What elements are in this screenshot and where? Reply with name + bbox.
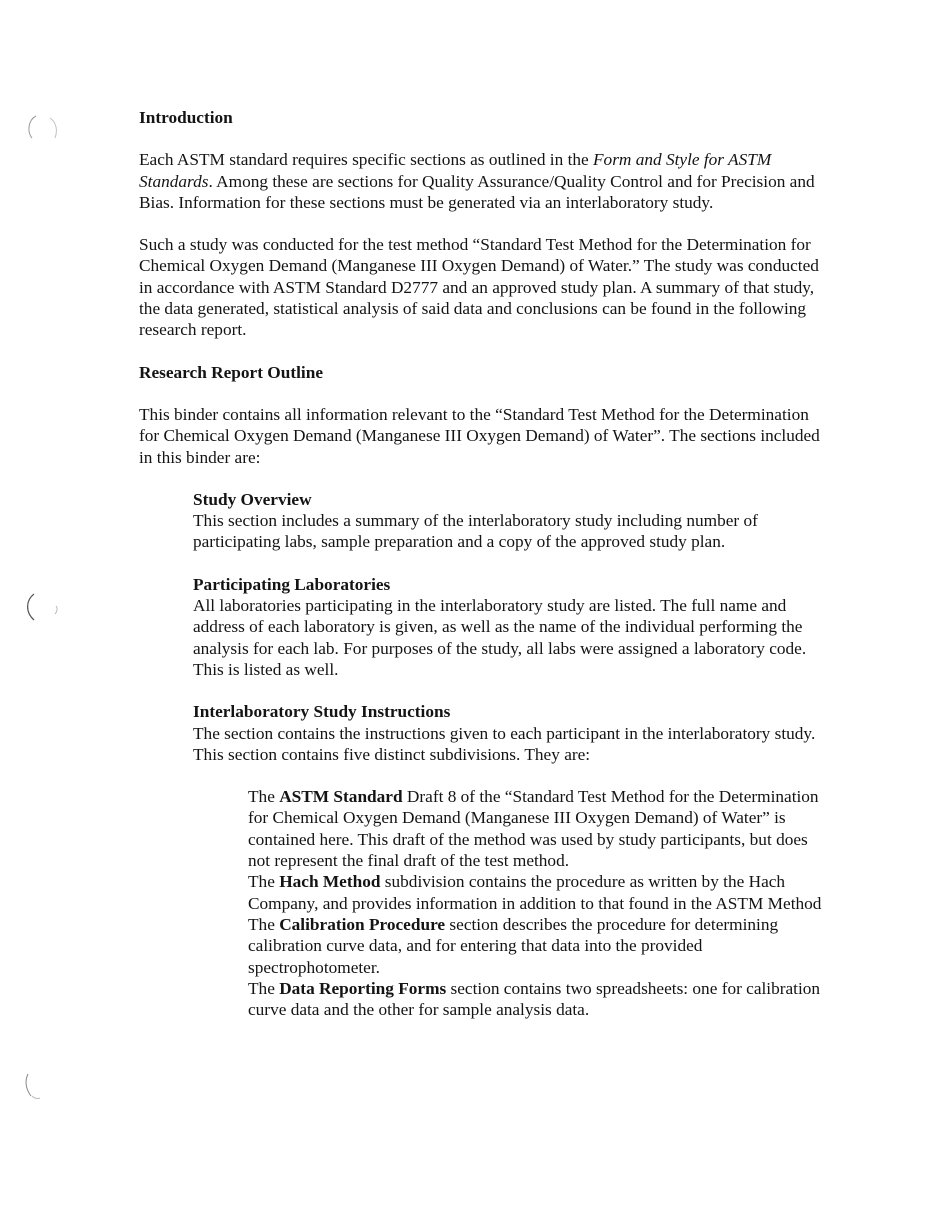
study-instructions-text: The section contains the instructions given to each participant in the interlaboratory study. This section contains five distinct subdivisions. They are: <box>193 723 816 764</box>
subdivision-calibration-procedure: The Calibration Procedure section describes the procedure for determining calibration curve data, and for entering that data into the provided spectrophotometer. <box>248 914 779 977</box>
participating-laboratories-section <box>193 574 829 680</box>
research-report-outline-heading: Research Report Outline <box>139 362 323 382</box>
introduction-paragraph-1: Each ASTM standard requires specific sections as outlined in the Form and Style for ASTM Standards. Among these are sections for Quality Assurance/Quality Control and for Precision and Bias. Information for these sections must be generated via an interlaboratory study. <box>139 150 815 212</box>
punch-hole-mark-middle <box>22 588 62 628</box>
outline-paragraph: This binder contains all information relevant to the “Standard Test Method for the Determination for Chemical Oxygen Demand (Manganese III Oxygen Demand) of Water”. The sections included in this binder are: <box>139 404 820 467</box>
study-instructions-heading: Interlaboratory Study Instructions <box>193 702 451 722</box>
subdivision-list <box>248 786 829 1020</box>
subdivision-hach-method: The Hach Method subdivision contains the procedure as written by the Hach Company, and provides information in addition to that found in the ASTM Method <box>248 872 822 913</box>
form-and-style-title: Form and Style for ASTM Standards <box>139 150 772 191</box>
introduction-heading: Introduction <box>139 108 233 127</box>
study-overview-heading: Study Overview <box>193 489 312 509</box>
punch-hole-mark-bottom <box>22 1070 62 1110</box>
subdivision-data-reporting-forms: The Data Reporting Forms section contains two spreadsheets: one for calibration curve data and the other for sample analysis data. <box>248 978 821 1020</box>
subdivision-astm-standard: The ASTM Standard Draft 8 of the “Standard Test Method for the Determination for Chemical Oxygen Demand (Manganese III Oxygen Demand) of Water” is contained here. This draft of the method was used by study participants, but does not represent the final draft of the test method. <box>248 787 819 871</box>
punch-hole-mark-top <box>22 108 62 148</box>
study-instructions-section <box>193 701 829 765</box>
participating-laboratories-heading: Participating Laboratories <box>193 574 391 594</box>
study-overview-section <box>193 489 829 553</box>
study-overview-text: This section includes a summary of the interlaboratory study including number of participating labs, sample preparation and a copy of the approved study plan. <box>193 511 758 552</box>
introduction-paragraph-2: Such a study was conducted for the test method “Standard Test Method for the Determination for Chemical Oxygen Demand (Manganese III Oxygen Demand) of Water.” The study was conducted in accordance with ASTM Standard D2777 and an approved study plan. A summary of that study, the data generated, statistical analysis of said data and conclusions can be found in the following research report. <box>139 235 819 340</box>
document-body <box>139 107 829 1020</box>
participating-laboratories-text: All laboratories participating in the interlaboratory study are listed. The full name and address of each laboratory is given, as well as the name of the individual performing the analysis for each lab. For purposes of the study, all labs were assigned a laboratory code. This is listed as well. <box>193 596 807 679</box>
